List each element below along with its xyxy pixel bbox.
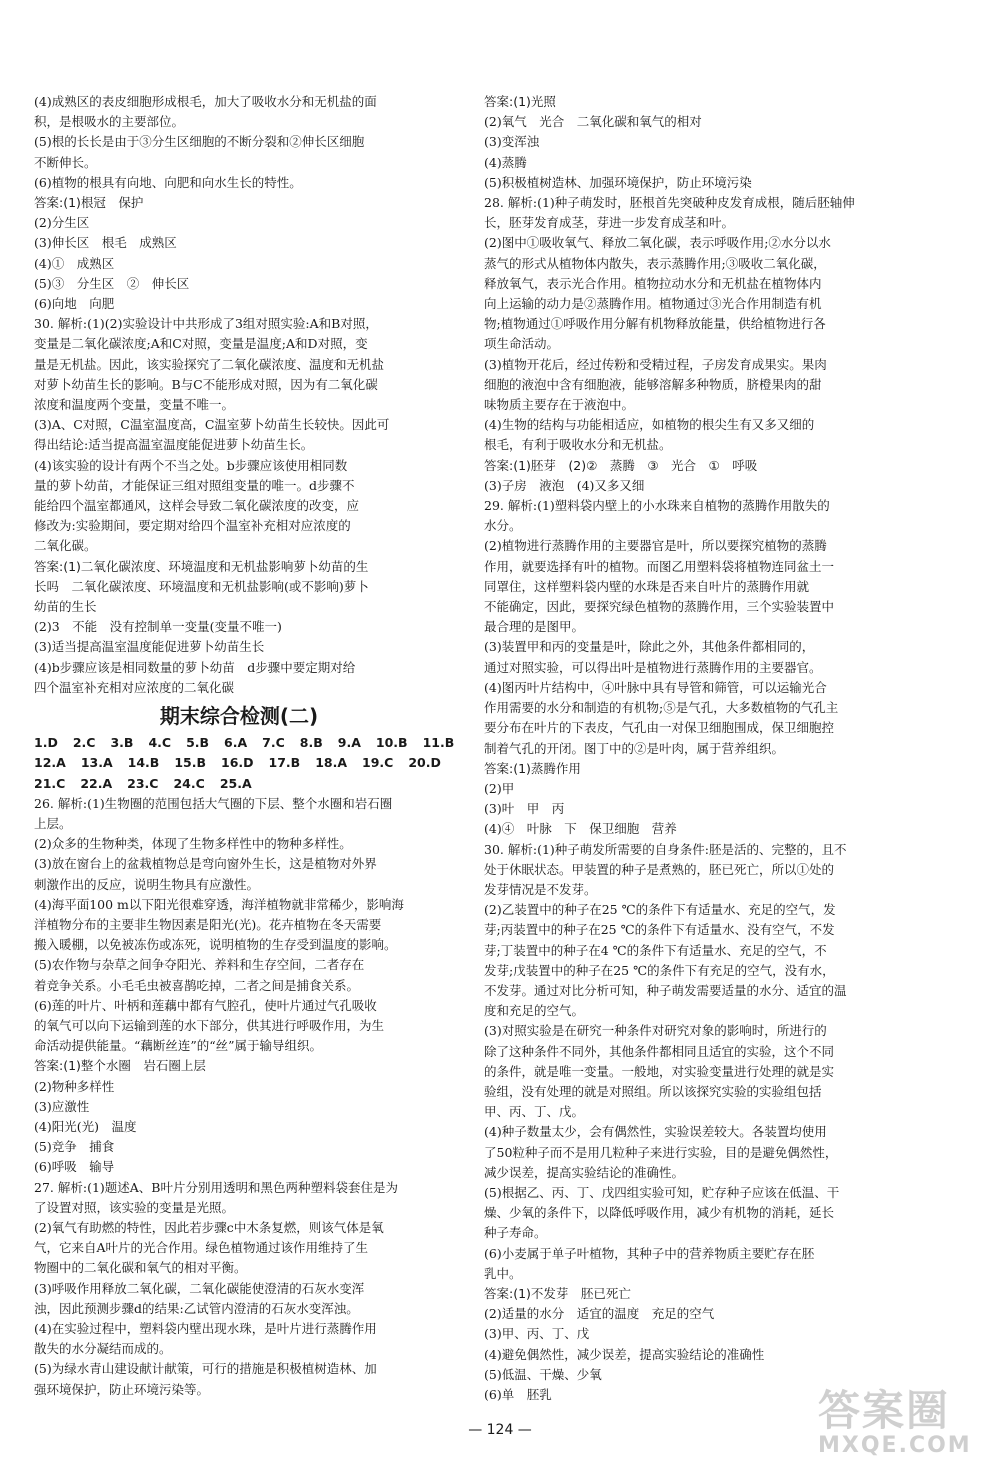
text-line: 细胞的液泡中含有细胞液，能够溶解多种物质，脐橙果肉的甜: [484, 376, 822, 392]
right-lines: [484, 92, 894, 1405]
text-line: (2)氧气有助燃的特性，因此若步骤c中木条复燃，则该气体是氧: [34, 1219, 384, 1235]
text-line: (3)伸长区 根毛 成熟区: [34, 235, 177, 251]
text-line: 的条件，就是唯一变量。一般地，对实验变量进行处理的就是实: [484, 1063, 835, 1079]
text-line: (2)植物进行蒸腾作用的主要器官是叶，所以要探究植物的蒸腾: [484, 538, 827, 554]
text-line: 30. 解析:(1)(2)实验设计中共形成了3组对照实验:A和B对照，: [34, 316, 378, 332]
mc-answer: 5.B: [186, 735, 210, 751]
text-line: 搬入暖棚，以免被冻伤或冻死，说明植物的生存受到温度的影响。: [34, 937, 397, 953]
text-line: 答案:(1)光照: [484, 94, 556, 109]
text-line: (4)在实验过程中，塑料袋内壁出现水珠，是叶片进行蒸腾作用: [34, 1320, 377, 1336]
mc-answer: 15.B: [174, 755, 206, 771]
text-line: (3)叶 甲 丙: [484, 801, 565, 817]
text-line: 浓度和温度两个变量，变量不唯一。: [34, 397, 235, 413]
text-line: 刺激作出的反应，说明生物具有应激性。: [34, 876, 260, 892]
text-line: 物圈中的二氧化碳和氧气的相对平衡。: [34, 1260, 247, 1276]
text-line: (2)乙装置中的种子在25 ℃的条件下有适量水、充足的空气，发: [484, 902, 836, 918]
text-line: (2)氧气 光合 二氧化碳和氧气的相对: [484, 114, 702, 130]
text-line: 答案:(1)根冠 保护: [34, 195, 144, 211]
text-line: (4)海平面100 m以下阳光很难穿透，海洋植物就非常稀少，影响海: [34, 896, 404, 912]
text-line: (2)众多的生物种类，体现了生物多样性中的物种多样性。: [34, 836, 352, 852]
mc-answer: 25.A: [219, 775, 252, 791]
text-line: 芽;丁装置中的种子在4 ℃的条件下有适量水、充足的空气，不: [484, 942, 827, 958]
text-line: (4)生物的结构与功能相适应，如植物的根尖生有又多又细的: [484, 417, 815, 433]
mc-answer: 7.C: [262, 735, 285, 751]
text-line: 不断伸长。: [34, 154, 97, 170]
mc-answer: 23.C: [127, 775, 159, 791]
text-line: 量是无机盐。因此，该实验探究了二氧化碳浓度、温度和无机盐: [34, 356, 385, 372]
text-line: (6)单 胚乳: [484, 1387, 552, 1402]
text-line: (4)④ 叶脉 下 保卫细胞 营养: [484, 821, 677, 837]
text-line: (6)小麦属于单子叶植物，其种子中的营养物质主要贮存在胚: [484, 1245, 815, 1261]
text-line: 答案:(1)二氧化碳浓度、环境温度和无机盐影响萝卜幼苗的生: [34, 558, 369, 574]
text-line: (4)种子数量太少，会有偶然性，实验误差较大。各装置均使用: [484, 1124, 827, 1140]
text-line: (6)呼吸 输导: [34, 1159, 115, 1175]
text-line: 发芽;戊装置中的种子在25 ℃的条件下有充足的空气，没有水，: [484, 962, 835, 978]
text-line: (5)农作物与杂草之间争夺阳光、养料和生存空间，二者存在: [34, 957, 365, 973]
text-line: (4)b步骤应该是相同数量的萝卜幼苗 d步骤中要定期对给: [34, 659, 356, 675]
text-line: 项生命活动。: [484, 336, 560, 352]
text-line: (3)装置甲和丙的变量是叶，除此之外，其他条件都相同的，: [484, 639, 815, 655]
mc-answer: 2.C: [72, 735, 96, 751]
text-line: 答案:(1)整个水圈 岩石圈上层: [34, 1058, 206, 1074]
mc-answer: 6.A: [224, 735, 248, 751]
text-line: 能给四个温室都通风，这样会导致二氧化碳浓度的改变，应: [34, 498, 360, 514]
mc-answer: 13.A: [80, 755, 113, 771]
text-line: 28. 解析:(1)种子萌发时，胚根首先突破种皮发育成根，随后胚轴伸: [484, 195, 855, 211]
text-line: (5)根据乙、丙、丁、戊四组实验可知，贮存种子应该在低温、干: [484, 1184, 840, 1200]
text-line: 甲、丙、丁、戊。: [484, 1104, 585, 1120]
text-line: 不发芽。通过对比分析可知，种子萌发需要适量的水分、适宜的温: [484, 982, 847, 998]
text-line: (4)避免偶然性，减少误差，提高实验结论的准确性: [484, 1346, 765, 1362]
text-line: (6)向地 向肥: [34, 296, 115, 312]
text-line: 要分布在叶片的下表皮，气孔由一对保卫细胞围成，保卫细胞控: [484, 720, 835, 736]
mc-answer: 3.B: [110, 735, 134, 751]
mc-answer: 20.D: [408, 755, 441, 771]
text-line: 最合理的是图甲。: [484, 619, 585, 635]
text-line: 强环境保护，防止环境污染等。: [34, 1381, 210, 1397]
text-line: 答案:(1)胚芽 (2)② 蒸腾 ③ 光合 ① 呼吸: [484, 457, 758, 473]
text-line: 发芽情况是不发芽。: [484, 881, 597, 897]
page-number: — 124 —: [468, 1422, 532, 1438]
mc-answer: 14.B: [127, 755, 160, 771]
text-line: (3)对照实验是在研究一种条件对研究对象的影响时，所进行的: [484, 1023, 827, 1039]
text-line: 30. 解析:(1)种子萌发所需要的自身条件:胚是活的、完整的，且不: [484, 841, 847, 857]
watermark-main-text: 答案圈: [818, 1386, 951, 1435]
watermark-sub-text: MXQE.COM: [818, 1433, 972, 1458]
text-line: (2)适量的水分 适宜的温度 充足的空气: [484, 1306, 715, 1322]
mc-answer: 24.C: [173, 775, 205, 791]
left-part2: [34, 794, 444, 1400]
text-line: 的氧气可以向下运输到莲的水下部分，供其进行呼吸作用，为生: [34, 1017, 385, 1033]
text-line: (4)该实验的设计有两个不当之处。b步骤应该使用相同数: [34, 457, 348, 473]
text-line: 量的萝卜幼苗，才能保证三组对照组变量的唯一。d步骤不: [34, 477, 355, 493]
text-line: 26. 解析:(1)生物圈的范围包括大气圈的下层、整个水圈和岩石圈: [34, 795, 393, 811]
text-line: (3)甲、丙、丁、戊: [484, 1326, 590, 1342]
text-line: 作用需要的水分和制造的有机物;⑤是气孔，大多数植物的气孔主: [484, 700, 839, 716]
mc-answer: 18.A: [315, 755, 348, 771]
text-line: (3)变浑浊: [484, 134, 540, 150]
right-column: [484, 92, 894, 1405]
mc-answer: 11.B: [422, 735, 455, 751]
mc-answer: 8.B: [299, 735, 323, 751]
text-line: 了50粒种子而不是用几粒种子来进行实验，目的是避免偶然性，: [484, 1144, 838, 1160]
text-line: (3)A、C对照，C温室温度高，C温室萝卜幼苗生长较快。因此可: [34, 417, 390, 433]
mc-answer: 21.C: [34, 775, 66, 791]
mc-answer: 17.B: [268, 755, 301, 771]
text-line: 变量是二氧化碳浓度;A和C对照，变量是温度;A和D对照，变: [34, 336, 368, 352]
text-line: 同罩住，这样塑料袋内壁的水珠是否来自叶片的蒸腾作用就: [484, 578, 810, 594]
text-line: (4)① 成熟区: [34, 255, 115, 271]
mc-answer-row: [34, 774, 444, 794]
text-line: (3)应激性: [34, 1098, 90, 1114]
text-line: 减少误差，提高实验结论的准确性。: [484, 1164, 685, 1180]
text-line: 根毛，有利于吸收水分和无机盐。: [484, 437, 672, 453]
text-line: (4)成熟区的表皮细胞形成根毛，加大了吸收水分和无机盐的面: [34, 94, 377, 109]
text-line: (2)甲: [484, 780, 515, 796]
text-line: (3)植物开花后，经过传粉和受精过程，子房发育成果实。果肉: [484, 356, 827, 372]
left-part1: [34, 92, 444, 698]
text-line: 芽;丙装置中的种子在25 ℃的条件下有适量水、没有空气，不发: [484, 922, 835, 938]
text-line: 度和充足的空气。: [484, 1003, 585, 1019]
text-line: (4)阳光(光) 温度: [34, 1118, 137, 1134]
text-line: 四个温室补充相对应浓度的二氧化碳: [34, 679, 235, 695]
text-line: 答案:(1)不发芽 胚已死亡: [484, 1285, 631, 1301]
text-line: 释放氧气，表示光合作用。植物拉动水分和无机盐在植物体内: [484, 275, 822, 291]
left-column: [34, 92, 455, 1400]
text-line: 验组，没有处理的就是对照组。所以该探究实验的实验组包括: [484, 1083, 822, 1099]
text-line: 命活动提供能量。“藕断丝连”的“丝”属于输导组织。: [34, 1038, 323, 1054]
text-line: 燥、少氧的条件下，以降低呼吸作用，减少有机物的消耗，延长: [484, 1205, 835, 1221]
text-line: (5)③ 分生区 ② 伸长区: [34, 275, 190, 291]
text-line: 得出结论:适当提高温室温度能促进萝卜幼苗生长。: [34, 437, 314, 453]
mc-answer-row: [34, 733, 455, 753]
mc-answer: 16.D: [221, 755, 254, 771]
text-line: 散失的水分凝结而成的。: [34, 1341, 172, 1357]
section-title: 期末综合检测(二): [159, 704, 319, 729]
text-line: 气，它来自A叶片的光合作用。绿色植物通过该作用维持了生: [34, 1240, 369, 1256]
text-line: 向上运输的动力是②蒸腾作用。植物通过③光合作用制造有机: [484, 296, 822, 312]
text-line: 积，是根吸水的主要部位。: [34, 114, 185, 130]
watermark-logo: [818, 1388, 988, 1460]
text-line: 蒸气的形式从植物体内散失，表示蒸腾作用;③吸收二氧化碳，: [484, 255, 826, 271]
text-line: (3)放在窗台上的盆栽植物总是弯向窗外生长，这是植物对外界: [34, 856, 377, 872]
text-line: 27. 解析:(1)题述A、B叶片分别用透明和黑色两种塑料袋套住是为: [34, 1179, 398, 1195]
text-line: 通过对照实验，可以得出叶是植物进行蒸腾作用的主要器官。: [484, 659, 822, 675]
mc-answer: 1.D: [34, 735, 58, 751]
text-line: (5)低温、干燥、少氧: [484, 1366, 602, 1382]
multiple-choice-answers: [34, 733, 455, 794]
text-line: (2)图中①吸收氧气、释放二氧化碳，表示呼吸作用;②水分以水: [484, 235, 831, 251]
mc-answer-row: [34, 753, 444, 773]
text-line: (4)图丙叶片结构中，④叶脉中具有导管和筛管，可以运输光合: [484, 679, 827, 695]
text-line: 修改为:实验期间，要定期对给四个温室补充相对应浓度的: [34, 518, 351, 534]
text-line: 二氧化碳。: [34, 538, 97, 554]
text-line: 了设置对照，该实验的变量是光照。: [34, 1199, 235, 1215]
text-line: 制着气孔的开闭。图丁中的②是叶肉，属于营养组织。: [484, 740, 785, 756]
text-line: 幼苗的生长: [34, 599, 97, 615]
text-line: 种子寿命。: [484, 1225, 547, 1241]
text-line: (3)适当提高温室温度能促进萝卜幼苗生长: [34, 639, 265, 655]
text-line: (6)植物的根具有向地、向肥和向水生长的特性。: [34, 174, 302, 190]
text-line: (5)竞争 捕食: [34, 1139, 115, 1155]
text-line: (2)3 不能 没有控制单一变量(变量不唯一): [34, 619, 282, 635]
text-line: 除了这种条件不同外，其他条件都相同且适宜的实验，这个不同: [484, 1043, 835, 1059]
text-line: (6)莲的叶片、叶柄和莲藕中都有气腔孔，使叶片通过气孔吸收: [34, 997, 377, 1013]
text-line: 对萝卜幼苗生长的影响。B与C不能形成对照，因为有二氧化碳: [34, 376, 378, 392]
text-line: 长，胚芽发育成茎，芽进一步发育成茎和叶。: [484, 215, 735, 231]
text-line: 水分。: [484, 518, 522, 534]
text-line: 29. 解析:(1)塑料袋内壁上的小水珠来自植物的蒸腾作用散失的: [484, 498, 830, 514]
text-line: 着竞争关系。小毛毛虫被喜鹊吃掉，二者之间是捕食关系。: [34, 977, 360, 993]
text-line: 不能确定，因此，要探究绿色植物的蒸腾作用，三个实验装置中: [484, 599, 835, 615]
text-line: 长吗 二氧化碳浓度、环境温度和无机盐影响(或不影响)萝卜: [34, 578, 369, 594]
mc-answer: 22.A: [80, 775, 113, 791]
text-line: 作用，就要选择有叶的植物。而图乙用塑料袋将植物连同盆土一: [484, 558, 835, 574]
text-line: (3)呼吸作用释放二氧化碳，二氧化碳能使澄清的石灰水变浑: [34, 1280, 365, 1296]
text-line: (5)为绿水青山建设献计献策，可行的措施是积极植树造林、加: [34, 1361, 377, 1377]
text-line: 味物质主要存在于液泡中。: [484, 397, 635, 413]
text-line: 乳中。: [484, 1265, 522, 1281]
mc-answer: 10.B: [375, 735, 408, 751]
text-line: 处于休眠状态。甲装置的种子是煮熟的，胚已死亡，所以①处的: [484, 861, 835, 877]
mc-answer: 4.C: [148, 735, 172, 751]
mc-answer: 9.A: [337, 735, 361, 751]
mc-answer: 19.C: [362, 755, 394, 771]
mc-answer: 12.A: [34, 755, 66, 771]
text-line: (5)根的长长是由于③分生区细胞的不断分裂和②伸长区细胞: [34, 134, 365, 150]
text-line: 洋植物分布的主要非生物因素是阳光(光)。花卉植物在冬天需要: [34, 916, 382, 932]
text-line: (2)分生区: [34, 215, 90, 231]
text-line: 答案:(1)蒸腾作用: [484, 760, 581, 776]
text-line: (4)蒸腾: [484, 154, 527, 170]
text-line: (3)子房 液泡 (4)又多又细: [484, 477, 645, 493]
text-line: (2)物种多样性: [34, 1078, 115, 1094]
text-line: 浊，因此预测步骤d的结果:乙试管内澄清的石灰水变浑浊。: [34, 1300, 359, 1316]
text-line: (5)积极植树造林、加强环境保护，防止环境污染: [484, 174, 752, 190]
text-line: 上层。: [34, 815, 72, 831]
text-line: 物;植物通过①呼吸作用分解有机物释放能量，供给植物进行各: [484, 316, 826, 332]
